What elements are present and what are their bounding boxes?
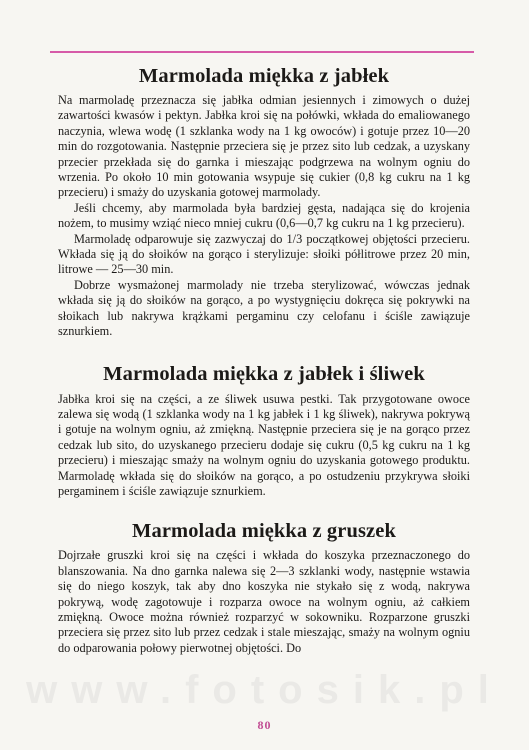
recipe-paragraph: Marmoladę odparowuje się zazwyczaj do 1/3 początkowej objętości przecieru. Wkłada się ją do słoików na gorąco i sterylizuje: słoiki półlitrowe przez 20 min, litrowe — 25—30 min. (58, 231, 470, 277)
recipe-paragraph: Jeśli chcemy, aby marmolada była bardziej gęsta, nadająca się do krojenia nożem, to musimy wziąć nieco mniej cukru (0,6—0,7 kg cukru na 1 kg przecieru). (58, 200, 470, 231)
recipe-apple-marmalade (58, 64, 470, 340)
page-body (58, 64, 470, 656)
recipe-paragraph: Na marmoladę przeznacza się jabłka odmian jesiennych i zimowych o dużej zawartości kwasów i pektyn. Jabłka kroi się na połówki, wkłada do emaliowanego naczynia, wlewa wodę (1 szklanka wody na 1 kg owoców) i gotuje przez 10—20 min do rozgotowania. Następnie przeciera się je przez sito lub cedzak, a uzyskany przecier przekłada się do garnka i mieszając podgrzewa na wolnym ogniu do wrzenia. Po około 10 min gotowania wsypuje się cukier (0,8 kg cukru na 1 kg przecieru) i smaży do uzyskania gotowej marmolady. (58, 93, 470, 200)
recipe-title: Marmolada miękka z jabłek i śliwek (103, 362, 425, 385)
recipe-apple-plum-marmalade (58, 362, 470, 500)
recipe-title: Marmolada miękka z gruszek (132, 520, 396, 543)
recipe-pear-marmalade (58, 519, 470, 656)
recipe-title: Marmolada miękka z jabłek (138, 65, 390, 87)
recipe-paragraph: Jabłka kroi się na części, a ze śliwek usuwa pestki. Tak przygotowane owoce zalewa się wodą (1 szklanka wody na 1 kg jabłek i 1 kg śliwek), nakrywa pokrywą i gotuje na wolnym ogniu, aż zmiękną. Następnie przeciera się je na gorąco przez cedzak lub sito, do uzyskanego przecieru dodaje się cukru (0,5 kg cukru na 1 kg przecieru) i mieszając smaży na wolnym ogniu do uzyskania gotowego produktu. Marmoladę wkłada się do słoików na gorąco, a po ostudzeniu przykrywa słoiki pergaminem i ściśle zawiązuje sznurkiem. (58, 391, 470, 498)
page-number: 80 (257, 718, 272, 732)
recipe-paragraph: Dobrze wysmażonej marmolady nie trzeba sterylizować, wówczas jednak wkłada się ją do słoików na gorąco, a po wystygnięciu dokręca się pokrywki na słoikach lub nakrywa krążkami pergaminu czy celofanu i ściśle zawiązuje sznurkiem. (58, 277, 470, 339)
top-divider-rule (50, 51, 474, 53)
watermark: www.fotosik.pl (26, 668, 503, 712)
recipe-paragraph: Dojrzałe gruszki kroi się na części i wkłada do koszyka przeznaczonego do blanszowania. Na dno garnka nalewa się 2—3 szklanki wody, następnie wstawia się do niego koszyk, tak aby dno koszyka nie stykało się z wodą, nakrywa pokrywą, wodę zagotowuje i rozparza owoce na wolnym ogniu, aż całkiem zmiękną. Owoce można również rozparzyć w sokowniku. Rozparzone gruszki przeciera się przez sito lub przez cedzak i stale mieszając, smaży na wolnym ogniu do odparowania połowy pierwotnej objętości. Do (58, 548, 470, 655)
